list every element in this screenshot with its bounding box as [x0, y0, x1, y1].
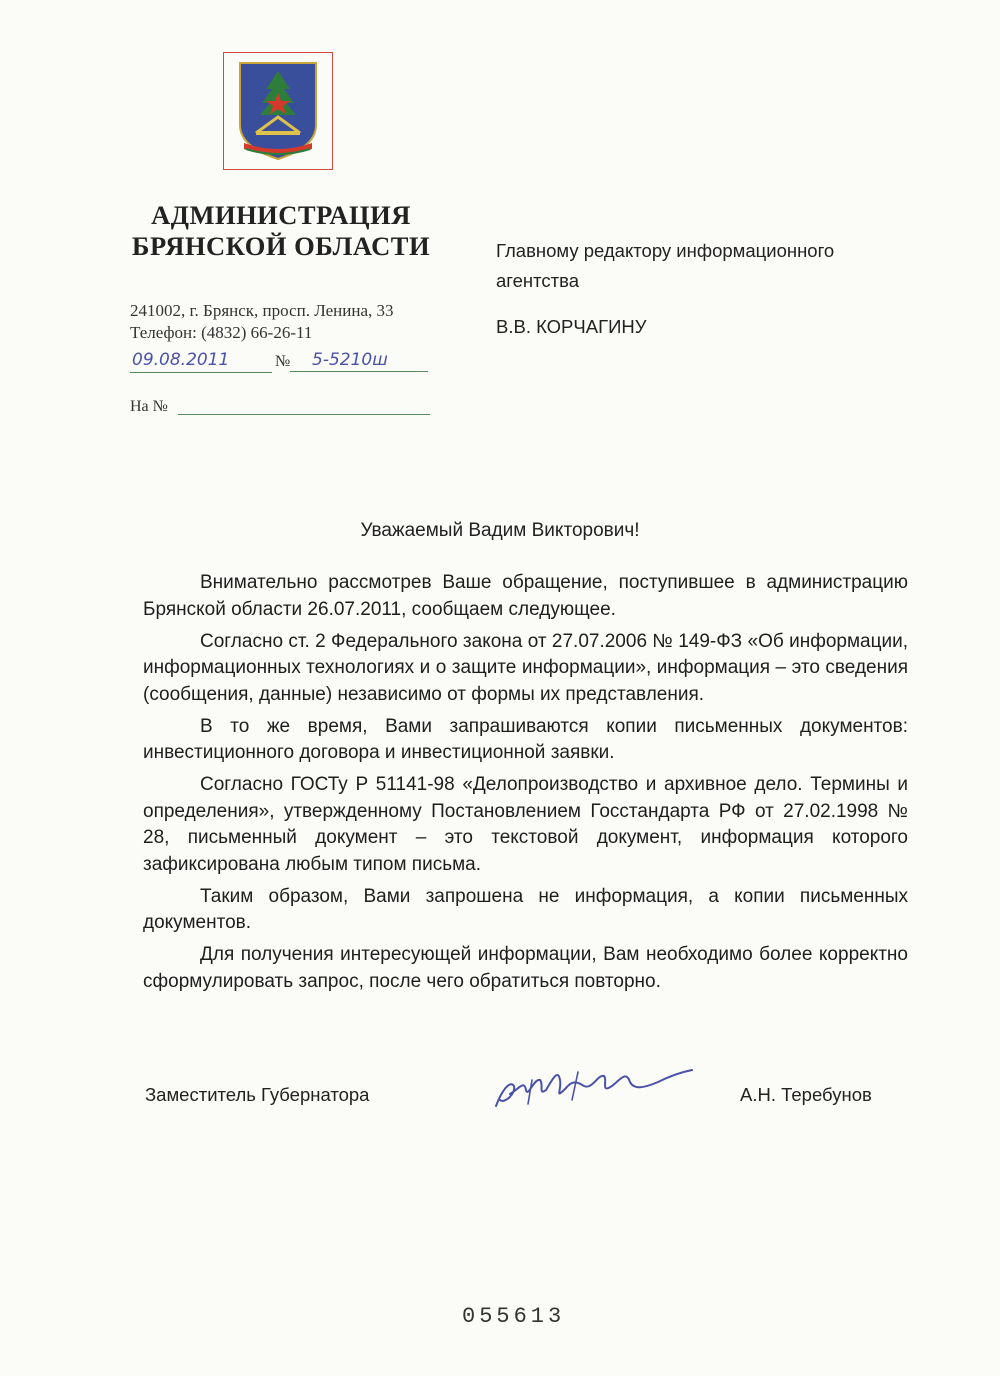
signatory-title: Заместитель Губернатора — [145, 1084, 370, 1105]
coat-of-arms-icon — [236, 59, 320, 163]
reply-reference-line — [130, 398, 430, 418]
registration-line — [130, 350, 430, 380]
salutation: Уважаемый Вадим Викторович! — [360, 520, 640, 541]
paragraph: В то же время, Вами запрашиваются копии письменных документов: инвестиционного договора и инвестиционной заявки. — [143, 715, 908, 763]
recipient-position: Главному редактору информационного агентства — [496, 240, 835, 291]
address: 241002, г. Брянск, просп. Ленина, 33 — [130, 301, 394, 320]
recipient-name: В.В. КОРЧАГИНУ — [496, 316, 647, 337]
handwritten-signature — [488, 1050, 698, 1120]
coat-of-arms-emblem — [223, 52, 333, 170]
reply-to-label: На № — [130, 398, 168, 415]
number-label: № — [275, 353, 291, 370]
registration-number: 5-5210ш — [290, 350, 428, 372]
signature-block — [0, 1080, 1000, 1140]
organization-contacts — [130, 300, 394, 344]
paragraph: Для получения интересующей информации, Вам необходимо более корректно сформулировать запрос, после чего обратиться повторно. — [143, 944, 908, 992]
serial-number: 055613 — [462, 1304, 566, 1329]
organization-name — [128, 200, 434, 262]
signatory-name: А.Н. Теребунов — [740, 1084, 872, 1105]
paragraph: Согласно ст. 2 Федерального закона от 27.07.2006 № 149-ФЗ «Об информации, информационных технологиях и о защите информации», информация – это сведения (сообщения, данные) независимо от формы их представления. — [143, 630, 908, 705]
org-name-line2: БРЯНСКОЙ ОБЛАСТИ — [131, 231, 431, 261]
reply-to-blank — [178, 414, 430, 415]
phone: Телефон: (4832) 66-26-11 — [130, 323, 313, 342]
org-name-line1: АДМИНИСТРАЦИЯ — [151, 200, 411, 230]
letter-body — [143, 570, 908, 1001]
paragraph: Внимательно рассмотрев Ваше обращение, поступившее в администрацию Брянской области 26.07.2011, сообщаем следующее. — [143, 572, 908, 620]
paragraph: Согласно ГОСТу Р 51141-98 «Делопроизводство и архивное дело. Термины и определения», утвержденному Постановлением Госстандарта РФ от 27.02.1998 № 28, письменный документ – это текстовой документ, информация которого зафиксирована любым типом письма. — [143, 774, 908, 875]
paragraph: Таким образом, Вами запрошена не информация, а копии письменных документов. — [143, 885, 908, 933]
registration-date: 09.08.2011 — [130, 350, 272, 373]
